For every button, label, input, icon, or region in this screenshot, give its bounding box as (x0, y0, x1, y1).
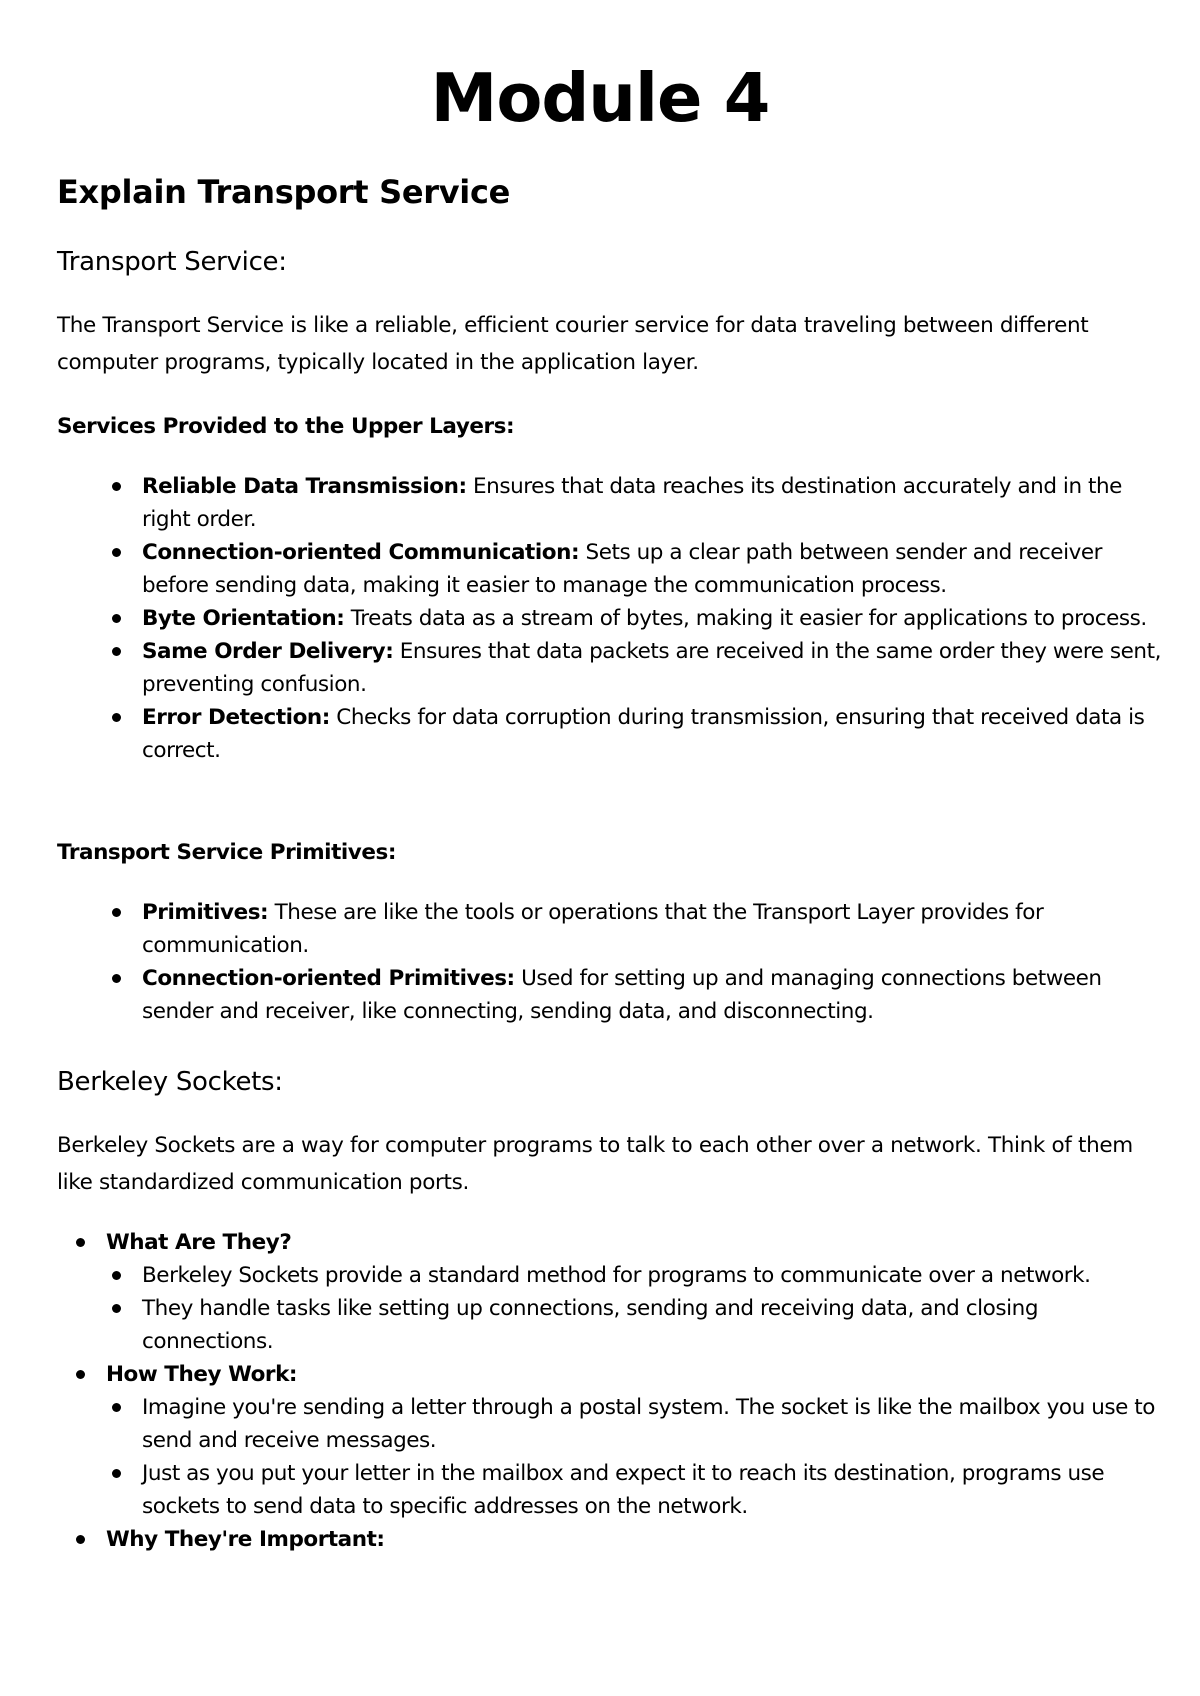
service-text: Ensures that data packets are received in the same order they were sent, preventing confusion. (142, 639, 1161, 697)
service-text: Checks for data corruption during transmission, ensuring that received data is correct. (142, 705, 1145, 763)
list-item (142, 635, 1162, 701)
bullet-icon (112, 1271, 121, 1280)
berkeley-sockets-intro: Berkeley Sockets are a way for computer programs to talk to each other over a network. Think of them like standardized communication ports. (57, 1133, 1133, 1195)
list-item (142, 701, 1162, 767)
bullet-icon (76, 1370, 85, 1379)
bullet-icon (112, 908, 121, 917)
primitives-list (142, 896, 1162, 1028)
bullet-icon (112, 1403, 121, 1412)
list-item (106, 1226, 1166, 1358)
bullet-icon (112, 548, 121, 557)
service-text: Sets up a clear path between sender and receiver before sending data, making it easier to manage the communication process. (142, 540, 1103, 598)
services-label: Services Provided to the Upper Layers: (57, 414, 515, 439)
list-item (142, 1259, 1166, 1292)
item-point: Just as you put your letter in the mailbox and expect it to reach its destination, programs use sockets to send data to specific addresses on the network. (142, 1461, 1105, 1519)
list-item (106, 1358, 1166, 1523)
transport-service-intro: The Transport Service is like a reliable, efficient courier service for data traveling between different computer programs, typically located in the application layer. (57, 313, 1089, 375)
subheading-transport-service: Transport Service: (57, 247, 287, 277)
bullet-icon (112, 647, 121, 656)
primitives-label: Transport Service Primitives: (57, 840, 397, 865)
service-term: Error Detection: (142, 705, 330, 730)
list-item (106, 1523, 1166, 1556)
bullet-icon (76, 1238, 85, 1247)
list-item (142, 896, 1162, 962)
list-item (142, 1292, 1166, 1358)
berkeley-list (106, 1226, 1166, 1556)
service-text: Treats data as a stream of bytes, making it easier for applications to process. (344, 606, 1147, 631)
service-term: Connection-oriented Communication: (142, 540, 580, 565)
sub-list (106, 1391, 1166, 1523)
bullet-icon (112, 974, 121, 983)
item-label: Why They're Important: (106, 1527, 385, 1552)
list-item (142, 1457, 1166, 1523)
item-label: How They Work: (106, 1362, 298, 1387)
bullet-icon (112, 1304, 121, 1313)
subheading-berkeley-sockets: Berkeley Sockets: (57, 1067, 283, 1097)
primitive-text: Used for setting up and managing connections between sender and receiver, like connecting, sending data, and disconnecting. (142, 966, 1102, 1024)
service-term: Reliable Data Transmission: (142, 474, 467, 499)
bullet-icon (76, 1535, 85, 1544)
section-heading-transport-service: Explain Transport Service (57, 173, 511, 211)
bullet-icon (112, 482, 121, 491)
list-item (142, 470, 1162, 536)
services-list (142, 470, 1162, 767)
list-item (142, 1391, 1166, 1457)
primitive-term: Primitives: (142, 900, 269, 925)
bullet-icon (112, 1469, 121, 1478)
list-item (142, 536, 1162, 602)
sub-list (106, 1259, 1166, 1358)
list-item (142, 962, 1162, 1028)
bullet-icon (112, 614, 121, 623)
list-item (142, 602, 1162, 635)
primitive-text: These are like the tools or operations that the Transport Layer provides for communication. (142, 900, 1044, 958)
item-label: What Are They? (106, 1230, 292, 1255)
item-point: Imagine you're sending a letter through a postal system. The socket is like the mailbox you use to send and receive messages. (142, 1395, 1155, 1453)
item-point: Berkeley Sockets provide a standard method for programs to communicate over a network. (142, 1263, 1091, 1288)
service-text: Ensures that data reaches its destination accurately and in the right order. (142, 474, 1122, 532)
page-title: Module 4 (430, 59, 770, 137)
primitive-term: Connection-oriented Primitives: (142, 966, 515, 991)
item-point: They handle tasks like setting up connections, sending and receiving data, and closing connections. (142, 1296, 1039, 1354)
service-term: Byte Orientation: (142, 606, 345, 631)
bullet-icon (112, 713, 121, 722)
service-term: Same Order Delivery: (142, 639, 394, 664)
